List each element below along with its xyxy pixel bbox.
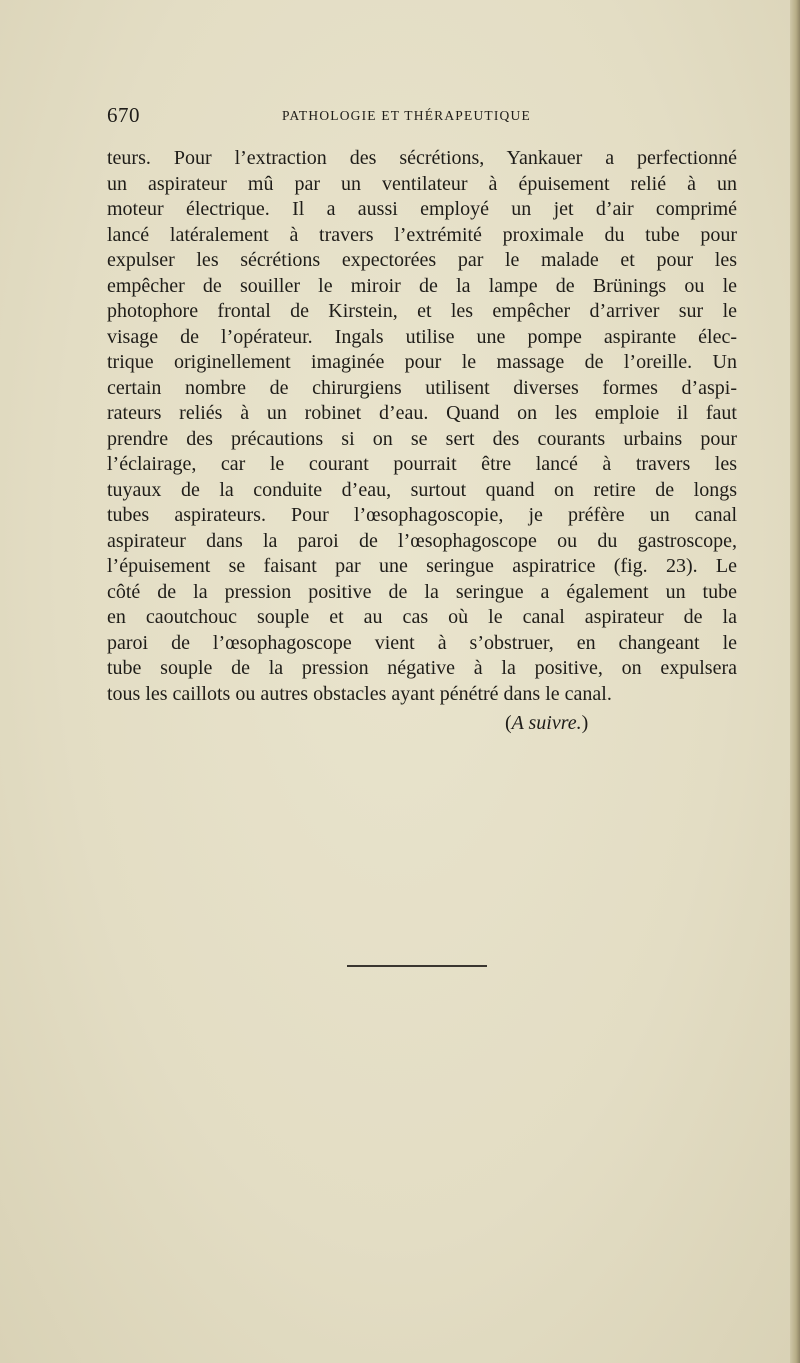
text-line: trique originellement imaginée pour le massage de l’oreille. Un xyxy=(107,351,737,373)
page-number: 670 xyxy=(107,103,140,127)
text-line: certain nombre de chirurgiens utilisent diverses formes d’aspi- xyxy=(107,376,737,399)
body-text xyxy=(107,146,737,707)
running-head: PATHOLOGIE ET THÉRAPEUTIQUE xyxy=(282,108,531,123)
text-line: tous les caillots ou autres obstacles ayant pénétré dans le canal. xyxy=(107,682,612,705)
text-line: prendre des précautions si on se sert des courants urbains pour xyxy=(107,427,737,450)
continued-note-open: ( xyxy=(505,712,512,734)
text-line: empêcher de souiller le miroir de la lampe de Brünings ou le xyxy=(107,274,737,297)
section-divider xyxy=(347,965,487,967)
page-edge-shadow xyxy=(790,0,800,1363)
text-line: photophore frontal de Kirstein, et les empêcher d’arriver sur le xyxy=(107,300,737,322)
text-line: tube souple de la pression négative à la positive, on expulsera xyxy=(107,657,737,679)
text-line: un aspirateur mû par un ventilateur à épuisement relié à un xyxy=(107,172,737,195)
page-header xyxy=(107,100,737,136)
text-line: moteur électrique. Il a aussi employé un jet d’air comprimé xyxy=(107,198,737,220)
text-line: visage de l’opérateur. Ingals utilise une pompe aspirante élec- xyxy=(107,325,737,348)
text-line: expulser les sécrétions expectorées par le malade et pour les xyxy=(107,249,737,271)
text-line: l’épuisement se faisant par une seringue aspiratrice (fig. 23). Le xyxy=(107,555,737,577)
text-line: lancé latéralement à travers l’extrémité proximale du tube pour xyxy=(107,223,737,246)
text-line: en caoutchouc souple et au cas où le canal aspirateur de la xyxy=(107,606,737,628)
text-line: rateurs reliés à un robinet d’eau. Quand on les emploie il faut xyxy=(107,402,737,424)
continued-note-close: ) xyxy=(581,712,589,734)
text-line: l’éclairage, car le courant pourrait être lancé à travers les xyxy=(107,453,737,475)
continued-note xyxy=(505,712,588,735)
text-line: tubes aspirateurs. Pour l’œsophagoscopie, je préfère un canal xyxy=(107,504,737,526)
continued-note-text: A suivre. xyxy=(511,712,582,734)
text-line: teurs. Pour l’extraction des sécrétions, Yankauer a perfectionné xyxy=(107,147,737,169)
text-line: paroi de l’œsophagoscope vient à s’obstruer, en changeant le xyxy=(107,631,737,654)
text-line: côté de la pression positive de la seringue a également un tube xyxy=(107,580,737,603)
text-line: tuyaux de la conduite d’eau, surtout quand on retire de longs xyxy=(107,478,737,501)
text-line: aspirateur dans la paroi de l’œsophagoscope ou du gastroscope, xyxy=(107,529,737,552)
